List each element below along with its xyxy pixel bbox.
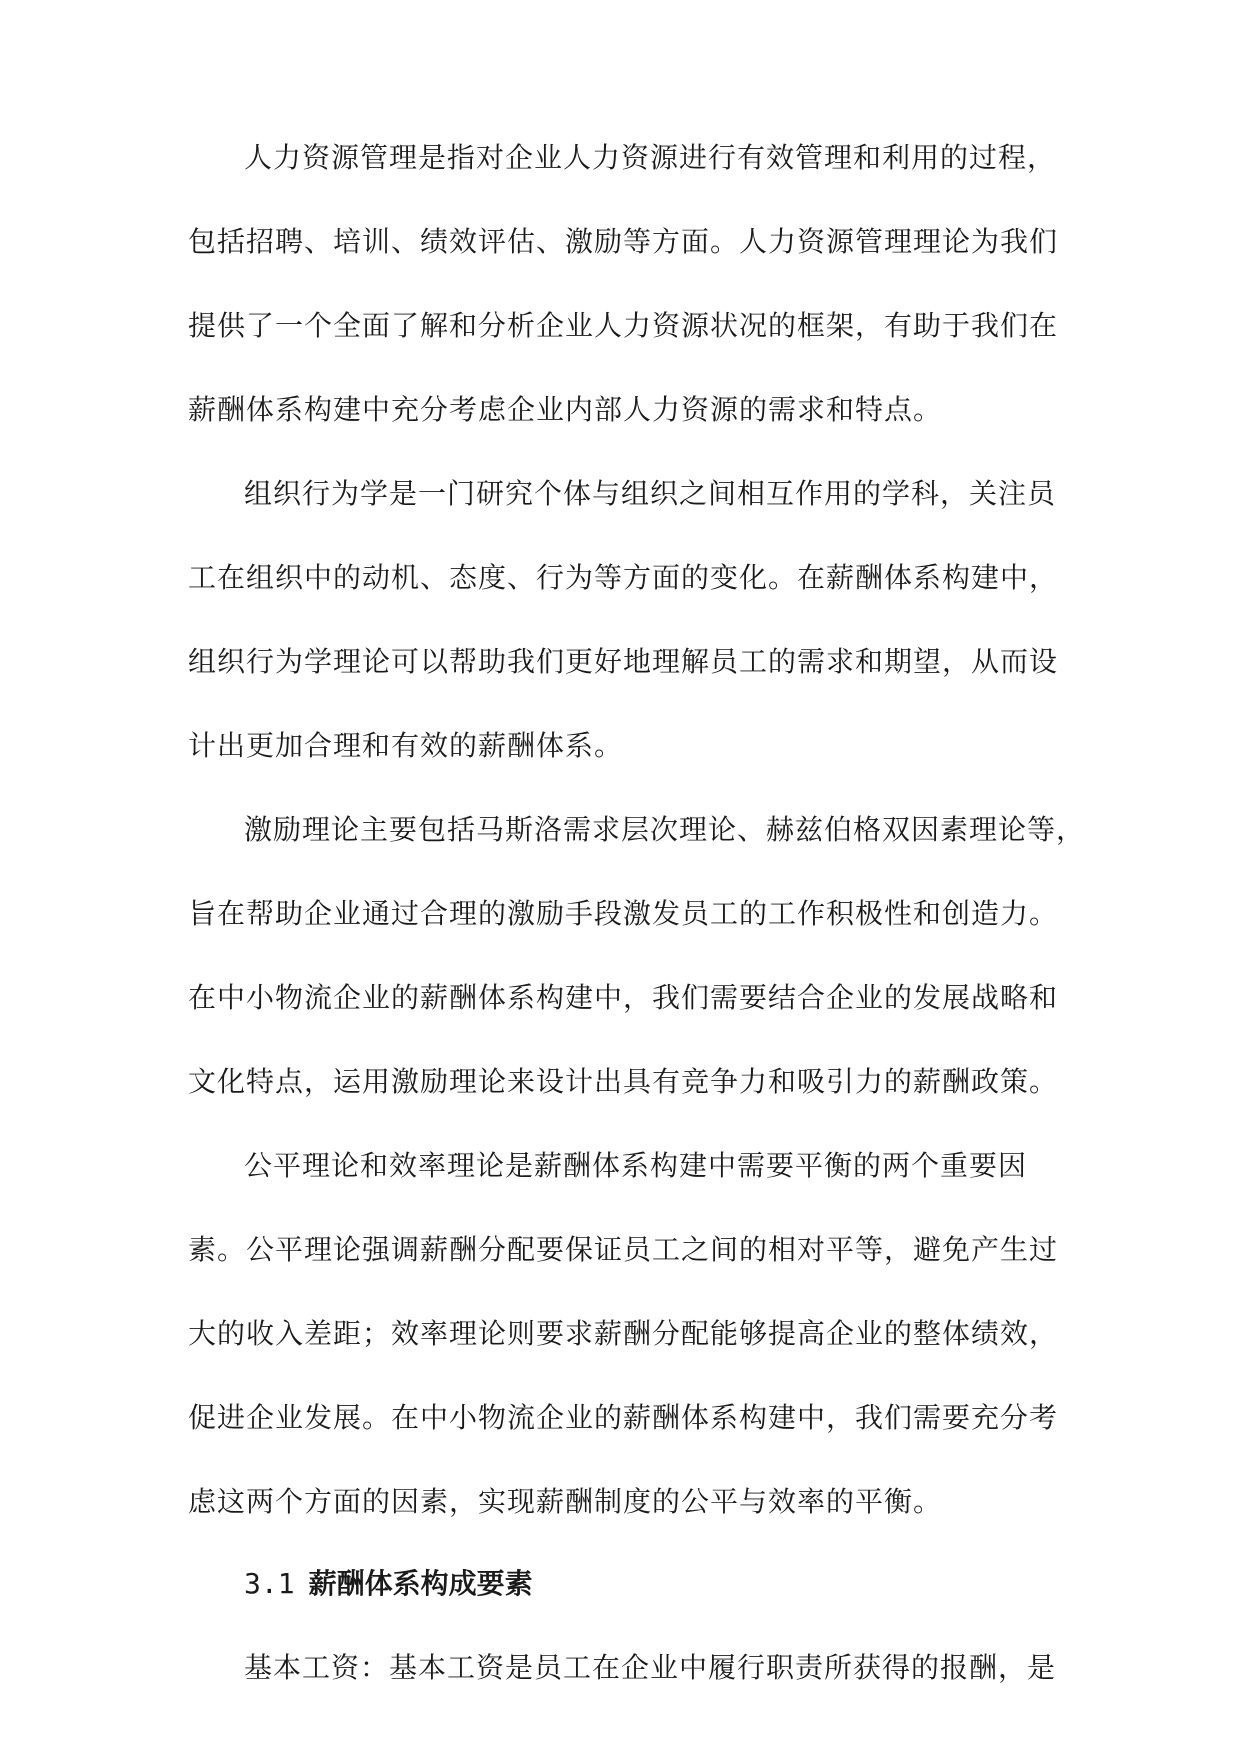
section-title: 薪酬体系构成要素 — [308, 1567, 533, 1600]
section-heading — [244, 1566, 533, 1602]
section-number: 3.1 — [244, 1567, 295, 1600]
paragraph-2-line-4: 计出更加合理和有效的薪酬体系。 — [188, 729, 624, 762]
last-paragraph-line-1: 基本工资：基本工资是员工在企业中履行职责所获得的报酬，是 — [244, 1651, 1057, 1684]
paragraph-1-line-2: 包括招聘、培训、绩效评估、激励等方面。人力资源管理理论为我们 — [188, 225, 1059, 258]
paragraph-1-line-4: 薪酬体系构建中充分考虑企业内部人力资源的需求和特点。 — [188, 393, 943, 426]
paragraph-4-line-4: 促进企业发展。在中小物流企业的薪酬体系构建中，我们需要充分考 — [188, 1401, 1059, 1434]
paragraph-4-line-3: 大的收入差距；效率理论则要求薪酬分配能够提高企业的整体绩效， — [188, 1317, 1059, 1350]
paragraph-2-line-2: 工在组织中的动机、态度、行为等方面的变化。在薪酬体系构建中， — [188, 561, 1059, 594]
paragraph-2-line-1: 组织行为学是一门研究个体与组织之间相互作用的学科，关注员 — [244, 477, 1057, 510]
paragraph-4-line-1: 公平理论和效率理论是薪酬体系构建中需要平衡的两个重要因 — [244, 1149, 1028, 1182]
paragraph-2-line-3: 组织行为学理论可以帮助我们更好地理解员工的需求和期望，从而设 — [188, 645, 1059, 678]
paragraph-3-line-3: 在中小物流企业的薪酬体系构建中，我们需要结合企业的发展战略和 — [188, 981, 1059, 1014]
paragraph-3-line-1: 激励理论主要包括马斯洛需求层次理论、赫兹伯格双因素理论等， — [244, 813, 1086, 846]
paragraph-4-line-5: 虑这两个方面的因素，实现薪酬制度的公平与效率的平衡。 — [188, 1485, 943, 1518]
paragraph-4-line-2: 素。公平理论强调薪酬分配要保证员工之间的相对平等，避免产生过 — [188, 1233, 1059, 1266]
paragraph-1-line-1: 人力资源管理是指对企业人力资源进行有效管理和利用的过程， — [244, 141, 1057, 174]
paragraph-1-line-3: 提供了一个全面了解和分析企业人力资源状况的框架，有助于我们在 — [188, 309, 1059, 342]
paragraph-3-line-2: 旨在帮助企业通过合理的激励手段激发员工的工作积极性和创造力。 — [188, 897, 1059, 930]
paragraph-3-line-4: 文化特点，运用激励理论来设计出具有竞争力和吸引力的薪酬政策。 — [188, 1065, 1059, 1098]
